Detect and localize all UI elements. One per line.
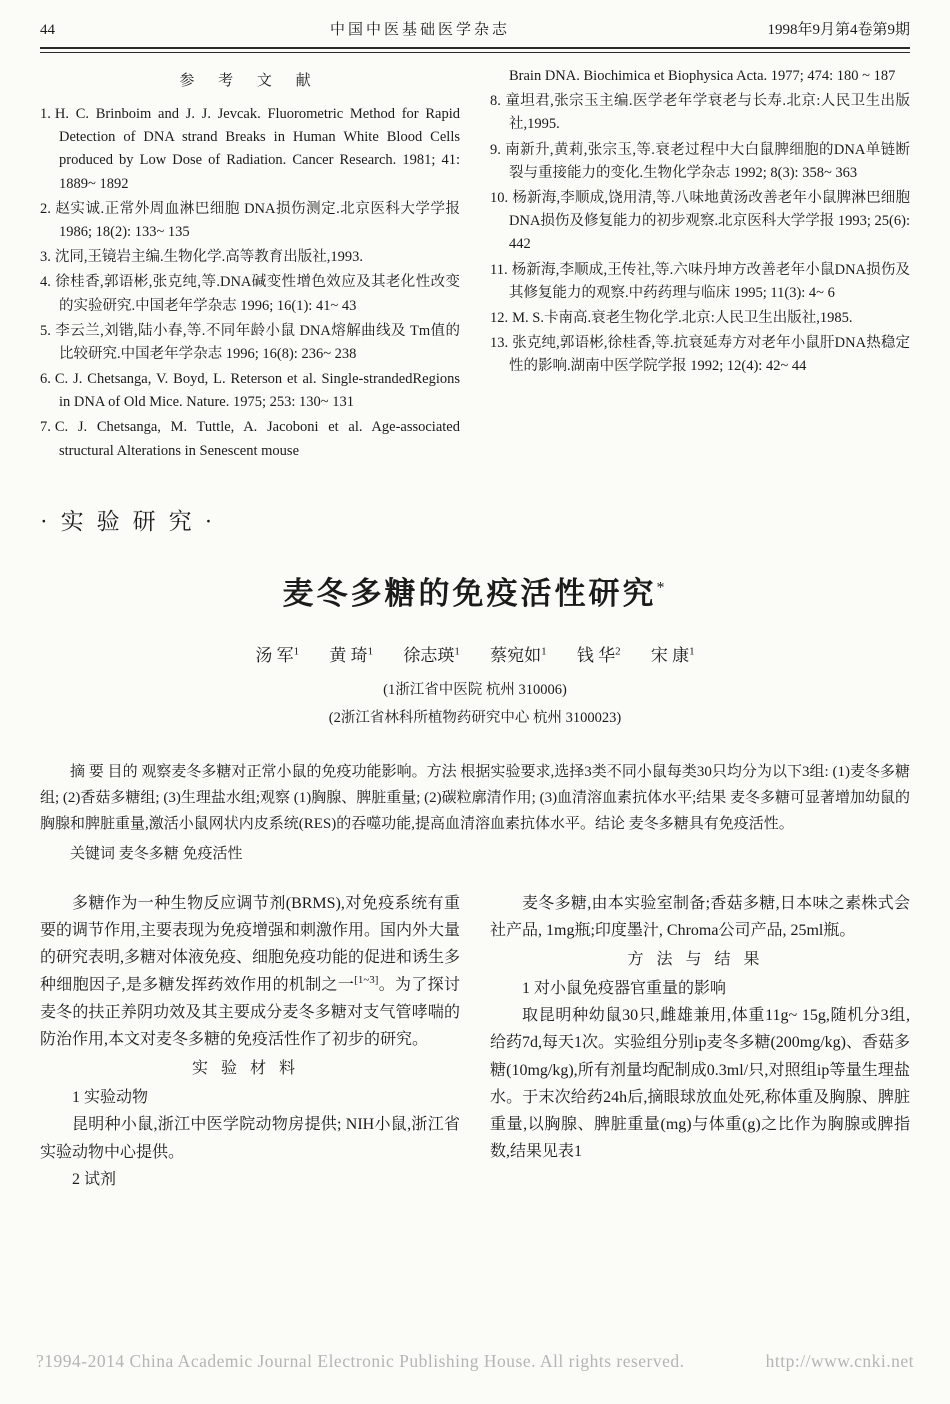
reference-number: 4. — [40, 274, 51, 291]
author — [490, 646, 547, 665]
reference-number: 3. — [40, 249, 51, 266]
author-superscript: 1 — [689, 645, 695, 658]
subsection-heading: 1 对小鼠免疫器官重量的影响 — [522, 980, 727, 998]
cnki-link[interactable]: http://www.cnki.net — [765, 1351, 914, 1371]
citation-superscript: [1~3] — [354, 974, 379, 987]
reference-number: 6. — [40, 371, 51, 388]
author-name: 徐志瑛 — [403, 645, 455, 665]
section-heading-methods: 方法与结果 — [627, 950, 773, 968]
author-line — [0, 641, 950, 666]
author — [403, 646, 460, 665]
reference-text: 李云兰,刘锴,陆小春,等.不同年龄小鼠 DNA熔解曲线及 Tm值的比较研究.中国老年学杂志 1996; 16(8): 236~ 238 — [54, 322, 460, 362]
reference-text: 杨新海,李顺成,王传社,等.六味丹坤方改善老年小鼠DNA损伤及其修复能力的观察.中药药理与临床 1995; 11(3): 4~ 6 — [509, 261, 910, 301]
author-name: 黄 琦 — [329, 645, 368, 665]
journal-title: 中国中医基础医学杂志 — [329, 22, 510, 38]
abstract-paragraph: 摘 要 目的 观察麦冬多糖对正常小鼠的免疫功能影响。方法 根据实验要求,选择3类不同小鼠每类30只均分为以下3组: (1)麦冬多糖组; (2)香菇多糖组; (3)生理盐水组;观察 (1)胸腺、脾脏重量; (2)碳粒廓清作用; (3)血清溶血素抗体水平;结果 麦冬多糖可显著增加幼鼠的胸腺和脾脏重量,激活小鼠网状内皮系统(RES)的吞噬功能,提高血清溶血素抗体水平。结论 麦冬多糖具有免疫活性。 — [40, 764, 910, 832]
reference-number: 13. — [490, 335, 509, 352]
reference-item — [490, 139, 910, 185]
page-number: 44 — [40, 22, 55, 38]
reference-text: 张克纯,郭语彬,徐桂香,等.抗衰延寿方对老年小鼠肝DNA热稳定性的影响.湖南中医学院学报 1992; 12(4): 42~ 44 — [509, 335, 910, 375]
paragraph-text: 多糖作为一种生物反应调节剂(BRMS),对免疫系统有重要的调节作用,主要表现为免疫增强和刺激作用。国内外大量的研究表明,多糖对体液免疫、细胞免疫功能的促进和诱生多种细胞因子,是多糖发挥药效作用的机制之一 — [40, 894, 461, 994]
reference-number: 9. — [490, 141, 501, 158]
paragraph: 取昆明种幼鼠30只,雌雄兼用,体重11g~ 15g,随机分3组,给药7d,每天1次。实验组分别ip麦冬多糖(200mg/kg)、香菇多糖(10mg/kg),所有剂量均配制成0.3ml/只,对照组ip等量生理盐水。于末次给药24h后,摘眼球放血处死,称体重及胸腺、脾脏重量,以胸腺、脾脏重量(mg)与体重(g)之比作为胸腺或脾指数,结果见表1 — [490, 1007, 910, 1161]
references-left-column — [40, 65, 460, 465]
author-superscript: 2 — [615, 645, 621, 658]
author-name: 宋 康 — [650, 645, 690, 665]
reference-item — [40, 320, 460, 366]
section-heading-materials: 实验材料 — [191, 1059, 308, 1077]
author — [255, 646, 299, 665]
author-superscript: 1 — [454, 645, 460, 658]
author — [329, 646, 373, 665]
reference-item — [40, 246, 460, 269]
reference-number: 12. — [490, 309, 509, 326]
affiliations — [0, 676, 950, 733]
references-right-column — [490, 65, 910, 465]
references-heading: 参 考 文 献 — [179, 73, 321, 89]
footer-watermark — [0, 1351, 950, 1372]
reference-item — [490, 307, 910, 330]
title-footnote-marker: * — [656, 579, 668, 597]
paragraph-text: 。为了探讨麦冬的扶正养阴功效及其主要成分麦冬多糖对支气管哮喘的防治作用,本文对麦冬多糖的免疫活性作了初步的研究。 — [40, 976, 460, 1048]
reference-number: 10. — [490, 189, 509, 206]
reference-item — [40, 198, 460, 244]
reference-text: 杨新海,李顺成,饶用清,等.八味地黄汤改善老年小鼠脾淋巴细胞 DNA损伤及修复能力的初步观察.北京医科大学学报 1993; 25(6): 442 — [509, 189, 910, 253]
paragraph — [40, 890, 460, 1053]
article-body — [40, 890, 910, 1193]
reference-number: 7. — [40, 419, 51, 436]
reference-number: 8. — [490, 93, 501, 110]
paragraph: 麦冬多糖,由本实验室制备;香菇多糖,日本味之素株式会社产品, 1mg瓶;印度墨汁, Chroma公司产品, 25ml瓶。 — [490, 894, 910, 939]
page-header — [0, 0, 950, 47]
reference-item — [490, 259, 910, 305]
paragraph: 昆明种小鼠,浙江中医学院动物房提供; NIH小鼠,浙江省实验动物中心提供。 — [40, 1116, 460, 1161]
article-title — [0, 568, 950, 613]
reference-number: 11. — [490, 261, 508, 278]
reference-text: 南新升,黄莉,张宗玉,等.衰老过程中大白鼠脾细胞的DNA单链断裂与重接能力的变化.生物化学杂志 1992; 8(3): 358~ 363 — [504, 141, 910, 181]
affiliation-line: (1浙江省中医院 杭州 310006) — [383, 681, 567, 698]
body-left-column — [40, 890, 460, 1193]
reference-item — [490, 332, 910, 378]
reference-number: 1. — [40, 106, 51, 122]
keywords-line: 关键词 麦冬多糖 免疫活性 — [70, 845, 243, 862]
references-section — [0, 53, 950, 465]
author — [577, 646, 621, 665]
subsection-heading: 2 试剂 — [72, 1170, 117, 1188]
reference-text: H. C. Brinboim and J. J. Jevcak. Fluorometric Method for Rapid Detection of DNA strand Breaks in Human White Blood Cells produced by Low Dose of Radiation. Cancer Research. 1981; 41: 1889~ 1892 — [54, 106, 460, 192]
reference-item — [490, 90, 910, 136]
reference-text: 沈同,王镜岩主编.生物化学.高等教育出版社,1993. — [54, 249, 363, 266]
article-title-text: 麦冬多糖的免疫活性研究 — [282, 575, 657, 611]
author-name: 汤 军 — [255, 645, 294, 665]
watermark-text: ?1994-2014 China Academic Journal Electronic Publishing House. All rights reserved. — [36, 1351, 685, 1371]
reference-text: 赵实诚.正常外周血淋巴细胞 DNA损伤测定.北京医科大学学报 1986; 18(2): 133~ 135 — [54, 200, 460, 240]
reference-text: C. J. Chetsanga, V. Boyd, L. Reterson et al. Single-strandedRegions in DNA of Old Mice. Nature. 1975; 253: 130~ 131 — [54, 371, 460, 411]
reference-item — [490, 187, 910, 257]
body-right-column — [490, 890, 910, 1193]
affiliation-line: (2浙江省林科所植物药研究中心 杭州 3100023) — [328, 710, 622, 727]
reference-text: C. J. Chetsanga, M. Tuttle, A. Jacoboni et al. Age-associated structural Alterations in Senescent mouse — [54, 419, 460, 459]
author-superscript: 1 — [293, 645, 300, 658]
reference-item — [40, 271, 460, 317]
author-name: 钱 华 — [576, 645, 616, 665]
author-superscript: 1 — [367, 645, 374, 658]
reference-continuation: Brain DNA. Biochimica et Biophysica Acta. 1977; 474: 180 ~ 187 — [509, 68, 896, 84]
author — [651, 646, 695, 665]
subsection-heading: 1 实验动物 — [72, 1089, 149, 1107]
issue-info: 1998年9月第4卷第9期 — [767, 22, 910, 38]
author-name: 蔡宛如 — [490, 645, 542, 665]
reference-text: 童坦君,张宗玉主编.医学老年学衰老与长寿.北京:人民卫生出版社,1995. — [504, 93, 910, 133]
author-superscript: 1 — [541, 645, 547, 658]
reference-number: 2. — [40, 200, 51, 217]
reference-item — [40, 416, 460, 462]
reference-text: 徐桂香,郭语彬,张克纯,等.DNA碱变性增色效应及其老化性改变的实验研究.中国老年学杂志 1996; 16(1): 41~ 43 — [54, 274, 460, 314]
reference-number: 5. — [40, 322, 51, 339]
reference-text: M. S.卡南高.衰老生物化学.北京:人民卫生出版社,1985. — [512, 309, 853, 326]
section-label: ·实验研究· — [40, 508, 226, 534]
reference-item — [40, 103, 460, 196]
reference-item — [40, 368, 460, 414]
rule-top — [40, 47, 910, 49]
